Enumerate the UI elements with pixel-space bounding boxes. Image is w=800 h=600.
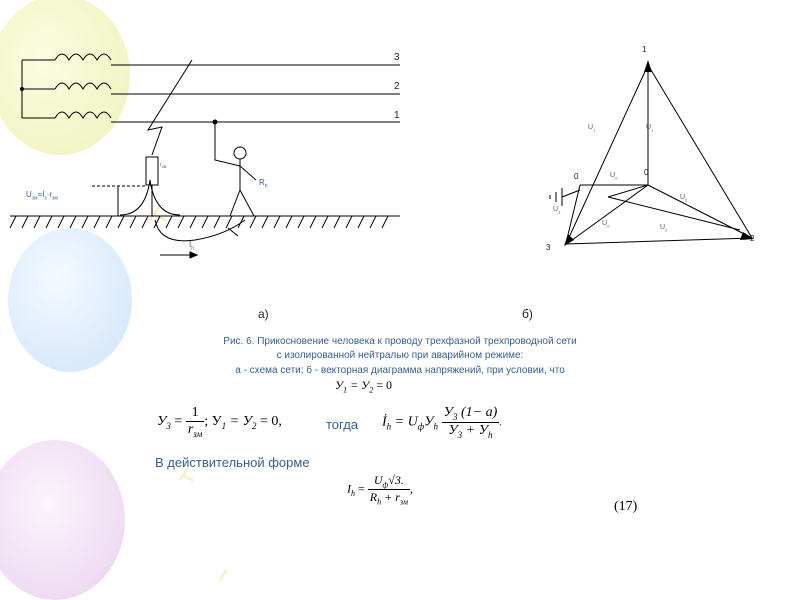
vertex-0: 0 [574,172,579,181]
vertex-2: 2 [750,234,755,243]
ih-label: $I_h$ [189,240,195,252]
vector-label: $U_0$ [610,172,618,181]
vertex-3: 3 [546,243,551,252]
caption-line-1: Рис. 6. Прикосновение человека к проводу трехфазной трехпроводной сети [223,336,577,347]
equation-number: (17) [614,499,638,514]
vector-label: $U_0$ [602,220,610,229]
rzm-label: $r_{зм}$ [160,162,167,169]
label-a: а) [258,307,269,321]
caption-condition: $У_1 = У_2 = 0$ [335,378,393,395]
vector-label: $U_3$ [553,206,561,215]
vertex-0-prime: 0 [644,168,649,177]
caption-line-2: с изолированной нейтралью при аварийном режиме: [276,350,524,361]
rh-label: $R_h$ [259,178,268,190]
vector-label: $U_2$ [660,224,668,233]
word-togda: тогда [326,417,359,432]
real-form-text: В действительной форме [155,455,310,470]
formula-y3: $У_3$ = $\frac{1}{r_{зм}}$ ; $У_1 = У_2 = 0$, [157,405,282,439]
vector-label: $U_2$ [680,194,688,203]
label-b: б) [522,307,533,321]
caption-line-3: а - схема сети; б - векторная диаграмма напряжений, при условии, что [235,365,565,376]
line-label-1: 1 [394,110,400,121]
formula-ih: $I_h$ = $\frac{U_ф√3.}{R_h + r_{зм}}$ , [347,473,413,507]
uzm-formula: $U_{зм}=I_з\cdot r_{зм}$ [26,190,58,202]
vertex-1: 1 [642,45,647,54]
vector-label: $U_1$ [588,124,596,133]
line-label-3: 3 [394,52,400,63]
formula-ih-complex: $İ_h = U_фУ_h$ $\frac{У_3 (1- a)}{У_3 + У_h}$ . [382,405,502,440]
line-label-2: 2 [394,81,400,92]
vector-label: $U_1$ [646,124,654,133]
